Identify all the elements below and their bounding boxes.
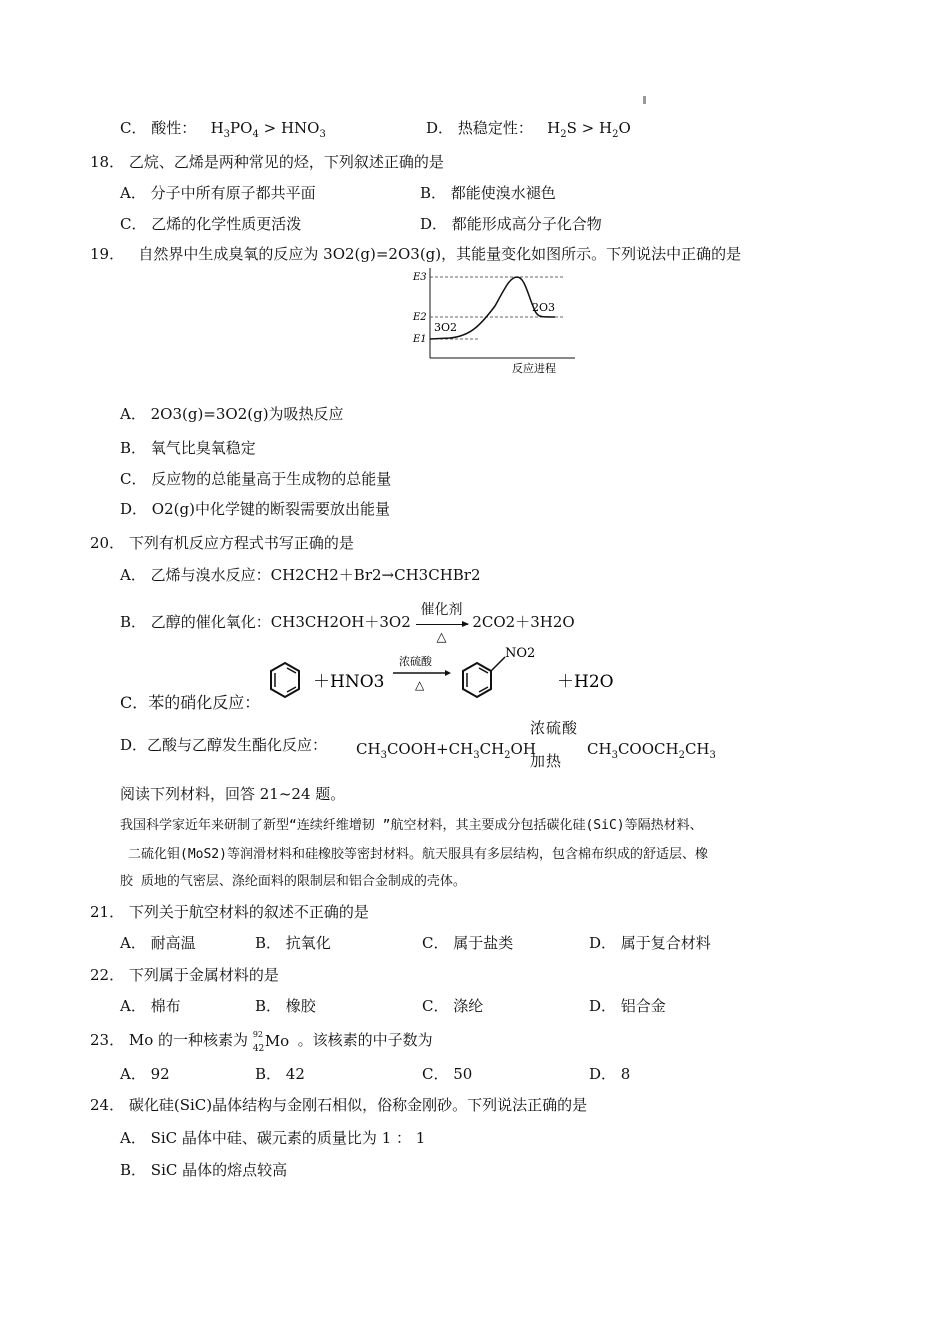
- q23-option-a: A． 92: [120, 1065, 170, 1083]
- reading-line-2: 二硫化钼(MoS2)等润滑材料和硅橡胶等密封材料。航天服具有多层结构，包含棉布织成的舒适层、橡: [128, 847, 708, 862]
- q24-option-b: B． SiC 晶体的熔点较高: [120, 1161, 288, 1179]
- q17-option-d: D． 热稳定性： $H_2S > H_2O$: [426, 119, 631, 140]
- q19-stem: 19． 自然界中生成臭氧的反应为 3O2(g)=2O3(g)，其能量变化如图所示。下列说法中正确的是: [90, 245, 742, 263]
- e3-label: E3: [413, 272, 427, 283]
- nitrobenzene-icon: [463, 657, 505, 697]
- page-mark: [643, 96, 646, 104]
- hno3-reagent: ＋HNO3: [313, 672, 385, 692]
- q22-option-c: C． 涤纶: [422, 997, 484, 1015]
- arrow-condition-top: 浓硫酸: [399, 655, 432, 668]
- q21-option-b: B． 抗氧化: [255, 934, 331, 952]
- q20-option-d: D．乙酸与乙醇发生酯化反应：: [120, 736, 328, 754]
- q21-option-d: D． 属于复合材料: [589, 934, 711, 952]
- q19-option-c: C． 反应物的总能量高于生成物的总能量: [120, 470, 392, 488]
- q21-stem: 21． 下列关于航空材料的叙述不正确的是: [90, 903, 369, 921]
- q22-option-d: D． 铝合金: [589, 997, 666, 1015]
- x-axis-label: 反应进程: [512, 362, 556, 375]
- nuclide-notation: 92 42 Mo: [252, 1030, 290, 1054]
- q18-option-a: A． 分子中所有原子都共平面: [120, 184, 316, 202]
- q20-option-b: B． 乙醇的催化氧化：CH3CH2OH＋3O2 催化剂 △ 2CO2＋3H2O: [120, 601, 575, 645]
- q19-option-d: D． O2(g)中化学键的断裂需要放出能量: [120, 500, 390, 518]
- q17-option-c: C． 酸性： $H_3PO_4 > HNO_3$: [120, 119, 326, 140]
- q20-option-a: A． 乙烯与溴水反应：CH2CH2＋Br2→CH3CHBr2: [120, 566, 481, 584]
- q20-d-right: $CH_3COOCH_2CH_3$: [587, 740, 716, 761]
- b-condition-arrow: 催化剂 △: [416, 622, 468, 625]
- q18-option-b: B． 都能使溴水褪色: [420, 184, 556, 202]
- q24-option-a: A． SiC 晶体中硅、碳元素的质量比为 1 ： 1: [120, 1129, 426, 1147]
- q20-d-left: $CH_3COOH+CH_3CH_2OH$: [356, 740, 536, 761]
- water-product: ＋H2O: [557, 672, 614, 692]
- q23-option-c: C． 50: [422, 1065, 473, 1083]
- q21-option-c: C． 属于盐类: [422, 934, 514, 952]
- energy-diagram: [410, 266, 580, 376]
- product-label: 2O3: [532, 301, 556, 314]
- q19-option-b: B． 氧气比臭氧稳定: [120, 439, 256, 457]
- reading-intro: 阅读下列材料，回答 21~24 题。: [120, 785, 346, 803]
- arrow-condition-bottom: △: [415, 678, 425, 692]
- q20-option-c-label: C．苯的硝化反应：: [120, 693, 261, 712]
- q24-stem: 24． 碳化硅(SiC)晶体结构与金刚石相似，俗称金刚砂。下列说法正确的是: [90, 1096, 588, 1114]
- q20-stem: 20． 下列有机反应方程式书写正确的是: [90, 534, 354, 552]
- q20-d-cond-top: 浓硫酸: [530, 719, 579, 737]
- e1-label: E1: [413, 334, 427, 345]
- q23-option-d: D． 8: [589, 1065, 631, 1083]
- q23-stem: 23． Mo 的一种核素为 92 42 Mo 。该核素的中子数为: [90, 1030, 433, 1054]
- q20-d-cond-bottom: 加热: [530, 752, 563, 770]
- q22-option-a: A． 棉布: [120, 997, 181, 1015]
- q22-stem: 22． 下列属于金属材料的是: [90, 966, 279, 984]
- q18-stem: 18． 乙烷、乙烯是两种常见的烃，下列叙述正确的是: [90, 153, 444, 171]
- q23-option-b: B． 42: [255, 1065, 305, 1083]
- q19-option-a: A． 2O3(g)=3O2(g)为吸热反应: [120, 405, 344, 423]
- reading-line-3: 胶 质地的气密层、涤纶面料的限制层和铝合金制成的壳体。: [120, 874, 466, 889]
- no2-group: NO2: [505, 646, 536, 661]
- q22-option-b: B． 橡胶: [255, 997, 316, 1015]
- reactant-label: 3O2: [434, 321, 458, 334]
- reading-line-1: 我国科学家近年来研制了新型“连续纤维增韧 ”航空材料，其主要成分包括碳化硅(SiC)等隔热材料、: [120, 818, 703, 833]
- q18-option-c: C． 乙烯的化学性质更活泼: [120, 215, 302, 233]
- benzene-ring-icon: [271, 663, 299, 697]
- q18-option-d: D． 都能形成高分子化合物: [420, 215, 602, 233]
- e2-label: E2: [413, 312, 427, 323]
- q21-option-a: A． 耐高温: [120, 934, 196, 952]
- nitration-scheme: [265, 643, 625, 713]
